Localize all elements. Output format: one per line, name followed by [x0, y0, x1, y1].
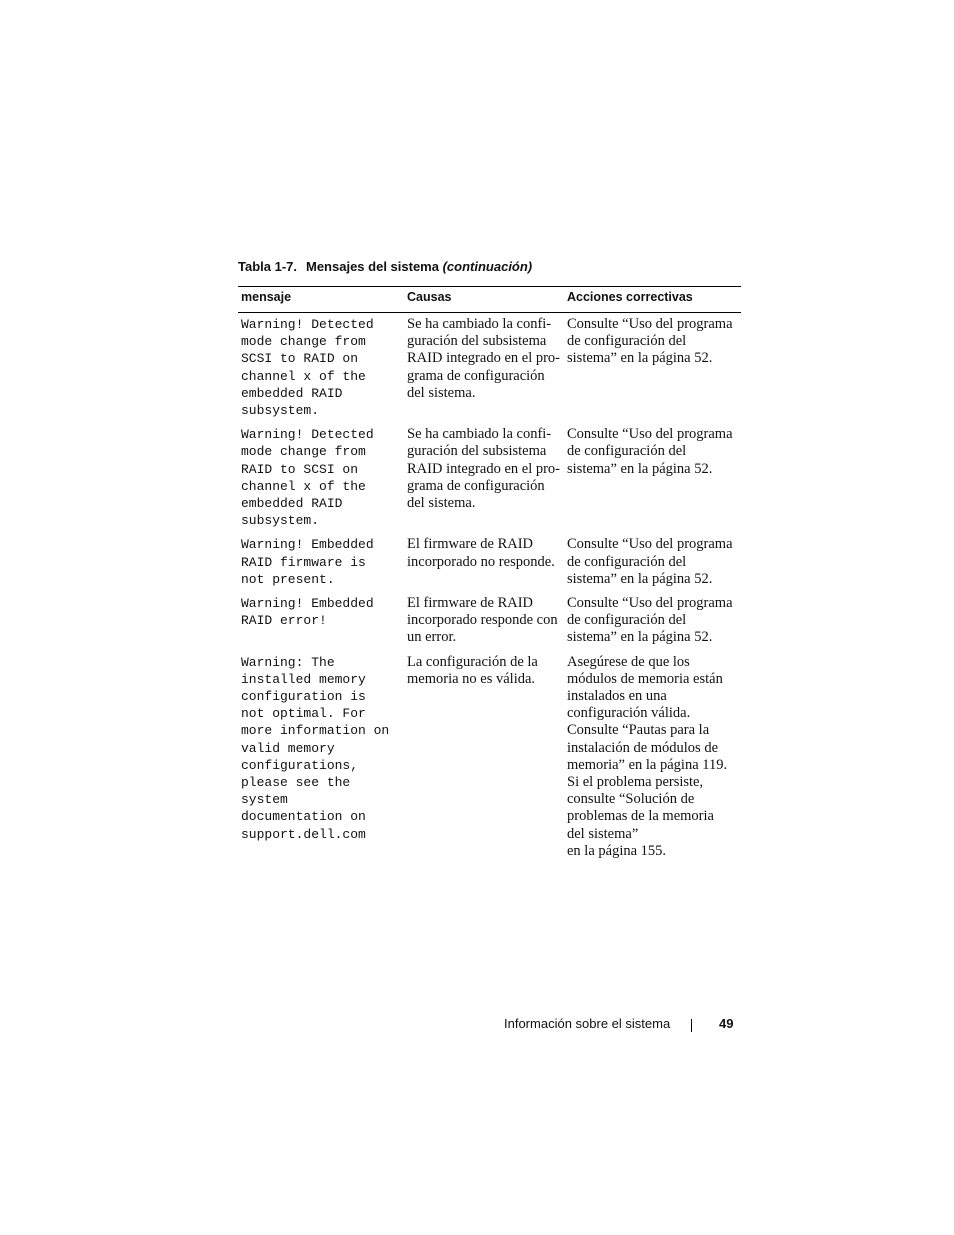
table-caption [238, 259, 532, 274]
table-row [238, 313, 741, 427]
action-cell: Consulte “Uso del programa de configuración del sistema” en la página 52. [567, 316, 733, 367]
action-cell: Consulte “Uso del programa de configuración del sistema” en la página 52. [567, 536, 733, 587]
column-header-message: mensaje [238, 287, 404, 313]
table-row [238, 426, 741, 536]
table-row [238, 595, 741, 654]
table-caption-title: Mensajes del sistema [306, 259, 439, 274]
system-messages-table [238, 286, 741, 867]
table-row [238, 536, 741, 595]
message-cell: Warning! Embedded RAID firmware is not present. [241, 537, 374, 587]
cause-cell: La configuración de la memoria no es válida. [407, 653, 538, 687]
action-cell: Consulte “Uso del programa de configuración del sistema” en la página 52. [567, 426, 733, 477]
column-header-actions: Acciones correctivas [564, 287, 741, 313]
message-cell: Warning: The installed memory configuration is not optimal. For more information on valid memory configurations, please see the system documentation on support.dell.com [241, 654, 390, 842]
table-caption-continuation: (continuación) [442, 259, 533, 274]
cause-cell: Se ha cambiado la confi- guración del subsistema RAID integrado en el pro- grama de configuración del sistema. [407, 426, 561, 512]
column-header-causes: Causas [404, 287, 564, 313]
message-cell: Warning! Embedded RAID error! [241, 596, 374, 629]
message-cell: Warning! Detected mode change from RAID to SCSI on channel x of the embedded RAID subsystem. [241, 427, 374, 529]
table-caption-number: Tabla 1-7. [238, 259, 298, 274]
page-number: 49 [719, 1016, 734, 1031]
cause-cell: El firmware de RAID incorporado no responde. [407, 536, 555, 570]
cause-cell: Se ha cambiado la confi- guración del subsistema RAID integrado en el pro- grama de configuración del sistema. [407, 316, 561, 401]
action-cell: Asegúrese de que los módulos de memoria están instalados en una configuración válida. Consulte “Pautas para la instalación de módulos de memoria” en la página 119. Si el problema persiste, consulte “Solución de problemas de la memoria del sistema” en la página 155. [567, 653, 728, 859]
message-cell: Warning! Detected mode change from SCSI to RAID on channel x of the embedded RAID subsystem. [241, 317, 374, 419]
table-header-row [238, 287, 741, 313]
cause-cell: El firmware de RAID incorporado responde con un error. [407, 595, 558, 646]
footer-section-title: Información sobre el sistema [504, 1016, 671, 1031]
table-row [238, 654, 741, 867]
action-cell: Consulte “Uso del programa de configuración del sistema” en la página 52. [567, 595, 733, 646]
footer-divider [691, 1019, 692, 1032]
